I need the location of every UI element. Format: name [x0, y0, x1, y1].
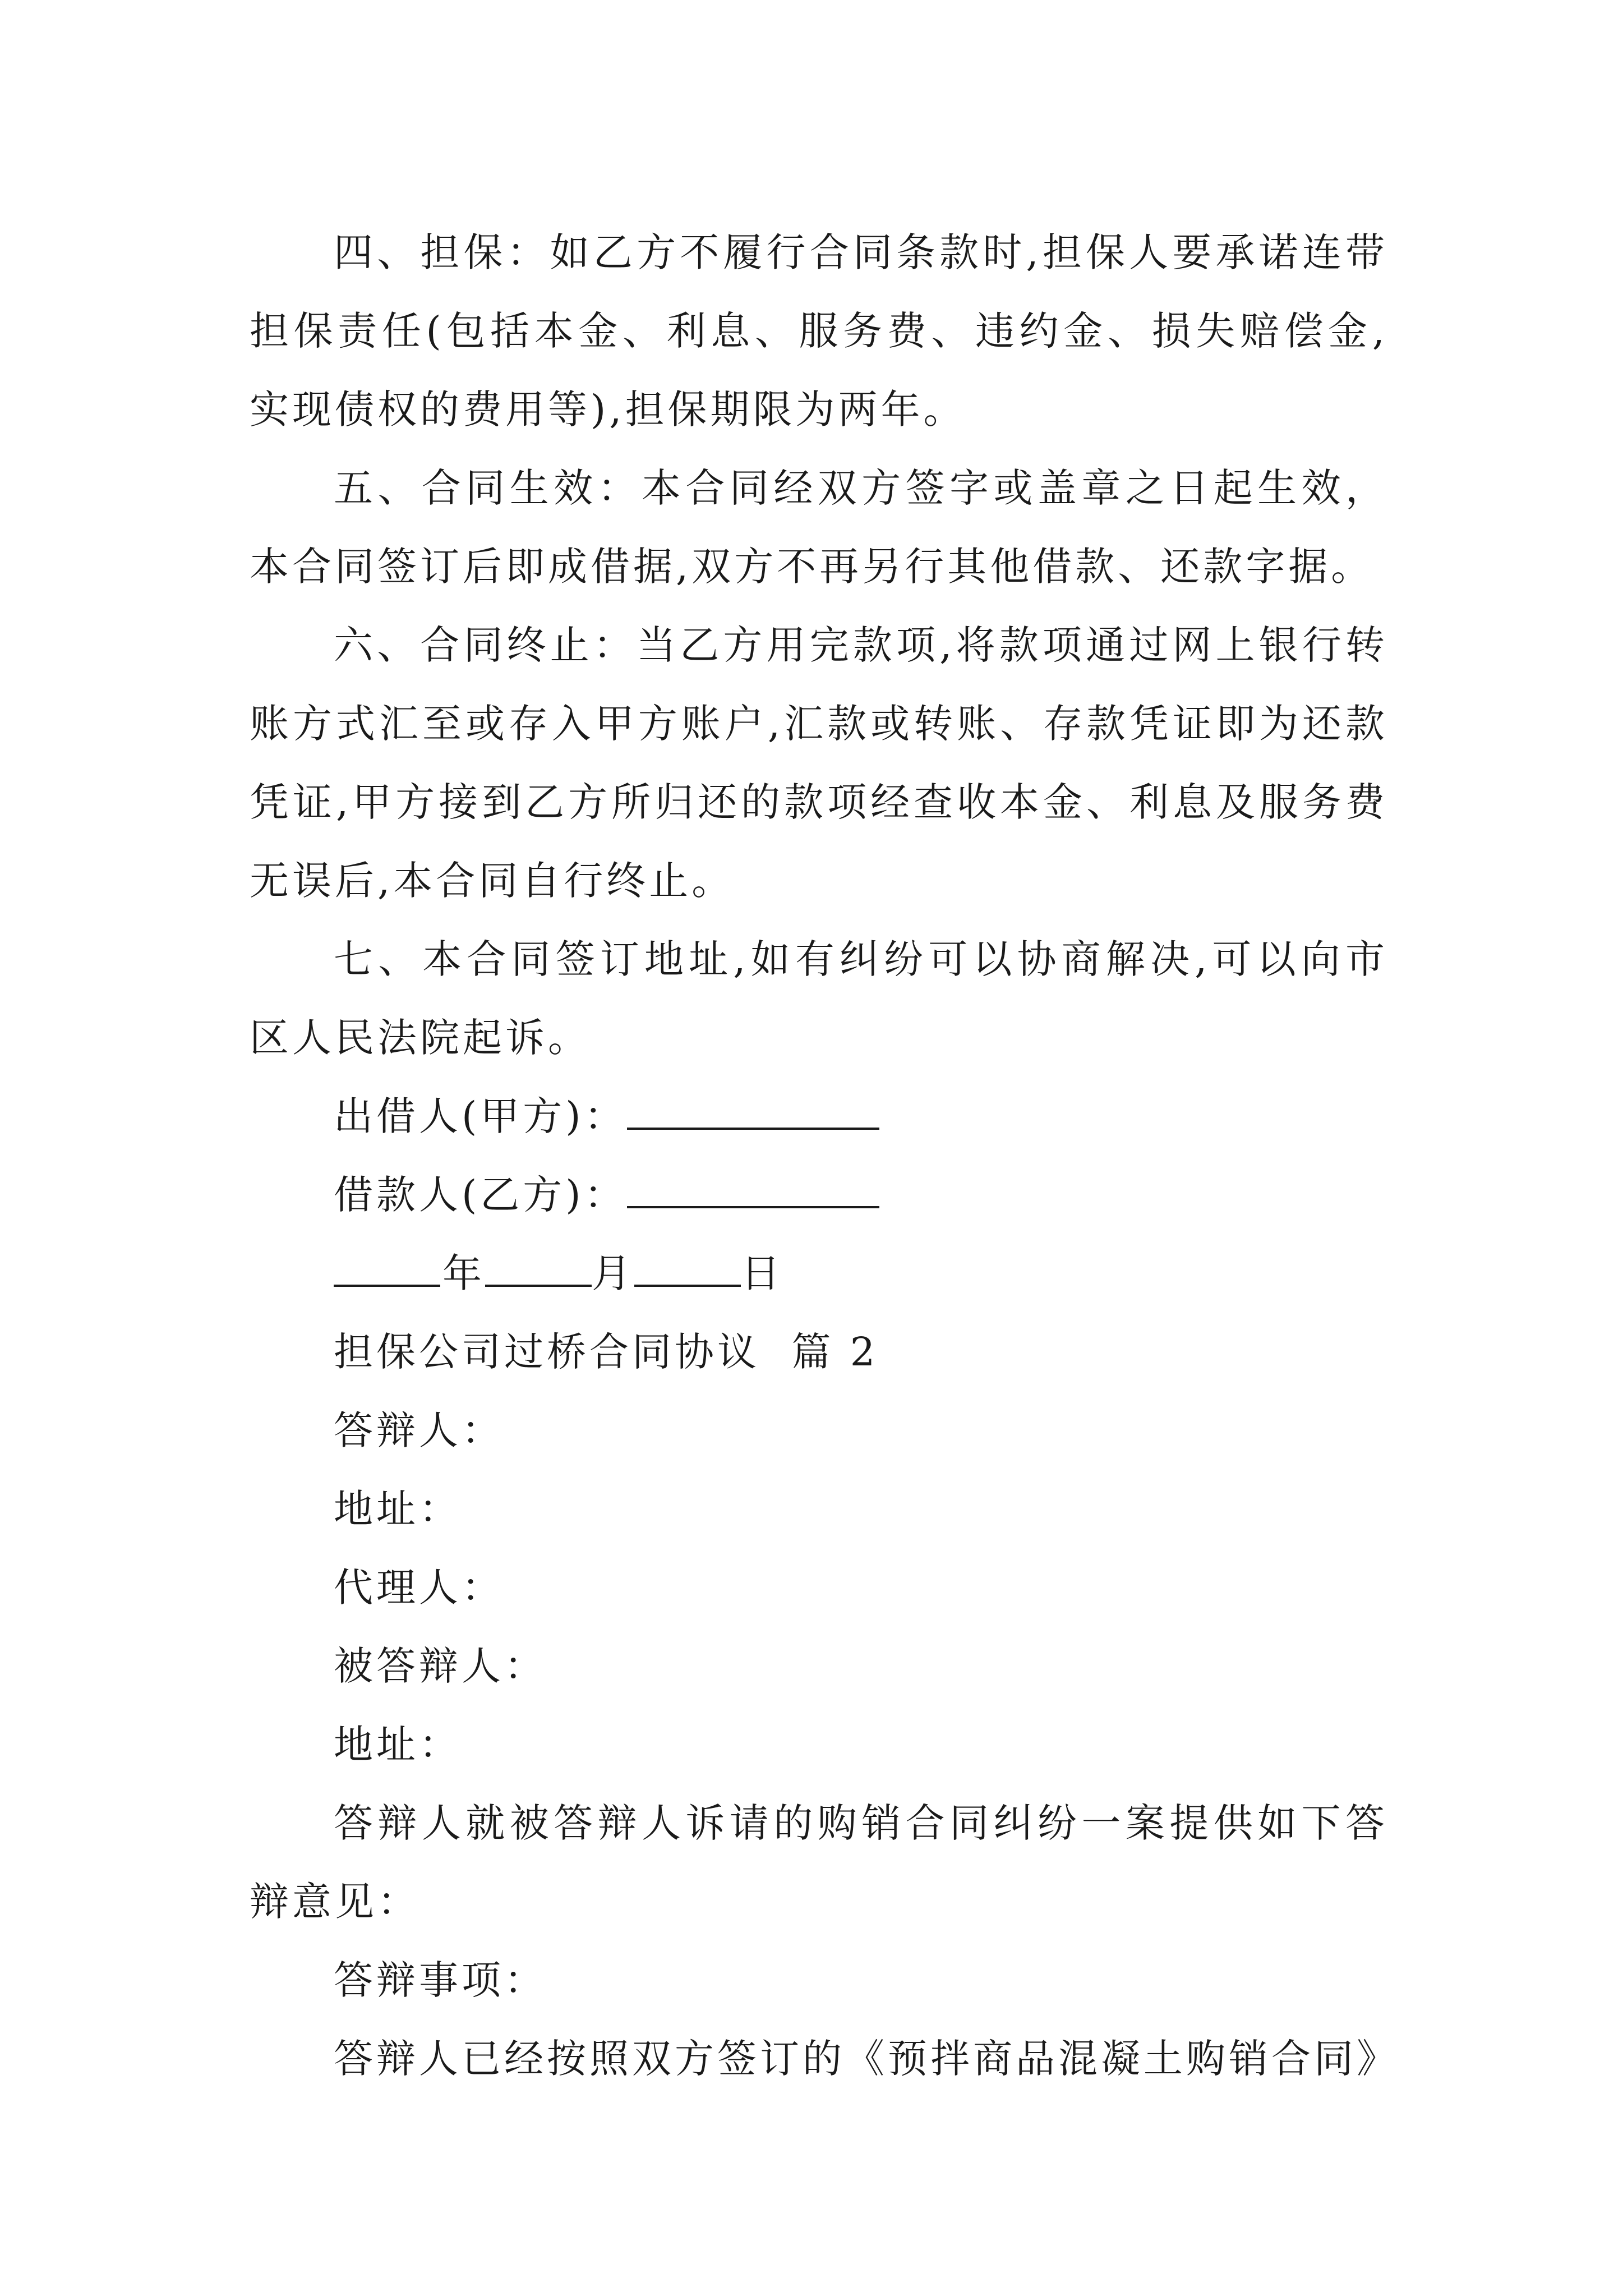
defense-statement: 答辩人已经按照双方签订的《预拌商品混凝土购销合同》	[334, 2036, 1399, 2082]
respondent-address-label: 地址：	[334, 1486, 462, 1532]
petitionee-address-label: 地址：	[334, 1722, 462, 1768]
clause-dispute: 七、本合同签订地址,如有纠纷可以协商解决,可以向市区人民法院起诉。	[250, 936, 1388, 1061]
borrower-signature-line	[250, 1156, 1388, 1234]
petitionee-label: 被答辩人：	[334, 1643, 547, 1689]
clause-guarantee: 四、担保：如乙方不履行合同条款时,担保人要承诺连带担保责任(包括本金、利息、服务费、违约金、损失赔偿金,实现债权的费用等),担保期限为两年。	[250, 229, 1388, 432]
year-blank[interactable]	[334, 1245, 440, 1287]
section-title: 担保公司过桥合同协议 篇 2	[334, 1329, 879, 1375]
clause-effective: 五、合同生效：本合同经双方签字或盖章之日起生效，本合同签订后即成借据,双方不再另行其他借款、还款字据。	[250, 465, 1388, 590]
agent-label: 代理人：	[334, 1565, 504, 1611]
respondent-label: 答辩人：	[334, 1407, 504, 1453]
defense-matters-heading: 答辩事项：	[334, 1957, 547, 2003]
day-label: 日	[741, 1250, 783, 1296]
borrower-label: 借款人(乙方)：	[334, 1172, 627, 1218]
month-blank[interactable]	[485, 1245, 592, 1287]
year-label: 年	[442, 1250, 485, 1296]
lender-signature-blank[interactable]	[627, 1088, 879, 1130]
date-line	[250, 1234, 1388, 1313]
day-blank[interactable]	[634, 1245, 741, 1287]
lender-label: 出借人(甲方)：	[334, 1093, 627, 1139]
document-body	[250, 213, 1399, 2098]
clause-termination: 六、合同终止：当乙方用完款项,将款项通过网上银行转账方式汇至或存入甲方账户,汇款或转账、存款凭证即为还款凭证,甲方接到乙方所归还的款项经查收本金、利息及服务费无误后,本合同自行终止。	[250, 622, 1388, 904]
defense-intro: 答辩人就被答辩人诉请的购销合同纠纷一案提供如下答辩意见：	[250, 1800, 1388, 1925]
month-label: 月	[592, 1250, 634, 1296]
borrower-signature-blank[interactable]	[627, 1167, 879, 1208]
lender-signature-line	[250, 1077, 1388, 1156]
